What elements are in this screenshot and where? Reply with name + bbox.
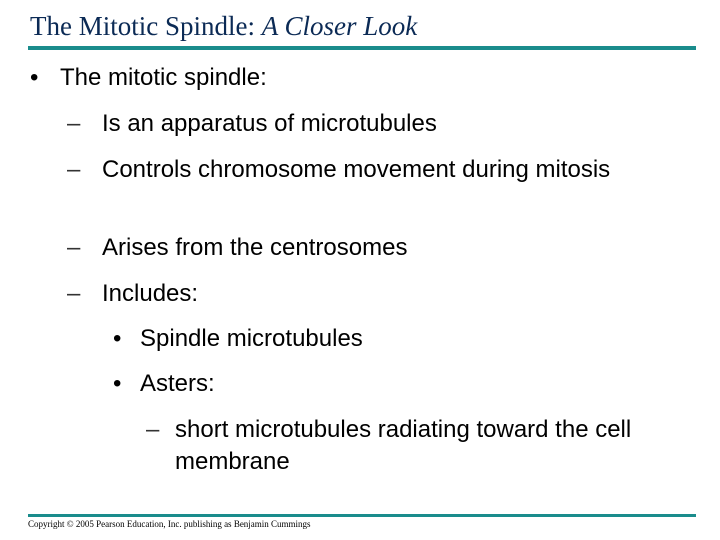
bullet-level3-item xyxy=(113,323,693,355)
bullet-text: Spindle microtubules xyxy=(140,325,363,352)
title-main: The Mitotic Spindle: xyxy=(30,11,262,41)
dash-marker: – xyxy=(67,156,81,183)
bullet-marker: • xyxy=(113,370,122,397)
dash-marker: – xyxy=(67,234,81,261)
bullet-marker: • xyxy=(30,64,39,91)
title-subtitle: A Closer Look xyxy=(261,11,418,41)
title-divider xyxy=(28,46,696,50)
bullet-level2-item xyxy=(67,154,687,218)
bullet-level4-item xyxy=(146,414,696,478)
bullet-text: Is an apparatus of microtubules xyxy=(102,110,437,137)
bullet-text: The mitotic spindle: xyxy=(60,64,267,91)
bullet-level1 xyxy=(30,62,690,94)
bullet-marker: • xyxy=(113,325,122,352)
bullet-level2-item xyxy=(67,108,687,140)
slide-title xyxy=(30,8,417,44)
bullet-text: Controls chromosome movement during mitosis xyxy=(102,156,611,183)
dash-marker: – xyxy=(67,280,81,307)
copyright-footer: Copyright © 2005 Pearson Education, Inc. publishing as Benjamin Cummings xyxy=(28,519,311,529)
bullet-level2-item xyxy=(67,278,687,310)
footer-divider xyxy=(28,514,696,517)
dash-marker: – xyxy=(146,416,160,443)
bullet-text: Arises from the centrosomes xyxy=(102,234,408,261)
bullet-text: Includes: xyxy=(102,280,199,307)
bullet-level3-item xyxy=(113,368,693,400)
bullet-text: short microtubules radiating toward the cell membrane xyxy=(175,416,632,475)
bullet-level2-item xyxy=(67,232,687,264)
bullet-text: Asters: xyxy=(140,370,215,397)
dash-marker: – xyxy=(67,110,81,137)
